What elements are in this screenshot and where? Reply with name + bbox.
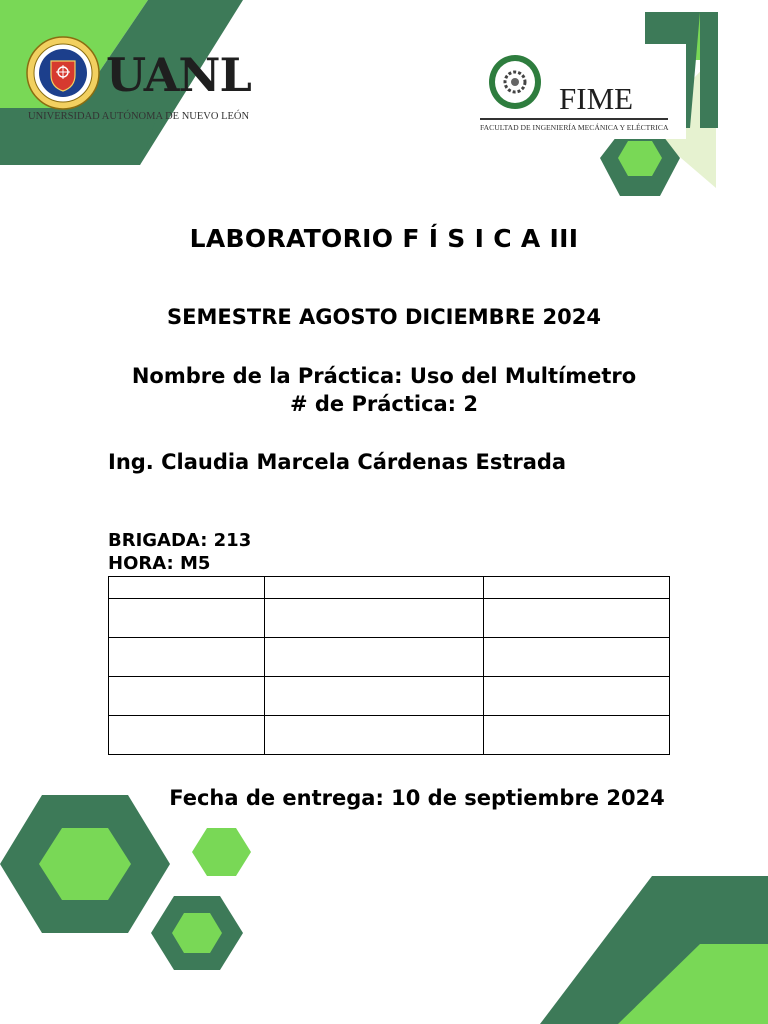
table-cell [109, 677, 265, 716]
uanl-wordmark: UANL [106, 48, 251, 102]
hora-line: HORA: M5 [108, 553, 211, 574]
top-right-dark-green-band [700, 12, 718, 128]
uanl-seal-icon [26, 36, 100, 110]
table-cell [265, 599, 484, 638]
document-title: LABORATORIO F Í S I C A III [189, 224, 579, 253]
table-cell [265, 677, 484, 716]
fime-subtitle: FACULTAD DE INGENIERÍA MECÁNICA Y ELÉCTRICA [480, 123, 669, 132]
table-cell [484, 638, 670, 677]
practice-name: Nombre de la Práctica: Uso del Multímetro [131, 364, 637, 388]
semester-line: SEMESTRE AGOSTO DICIEMBRE 2024 [167, 305, 601, 329]
fime-wordmark: FIME [559, 81, 634, 116]
instructor-name: Ing. Claudia Marcela Cárdenas Estrada [108, 450, 567, 474]
table-cell [109, 638, 265, 677]
table-row [109, 599, 670, 638]
brigada-line: BRIGADA: 213 [108, 530, 252, 551]
table-cell [265, 577, 484, 599]
due-date: Fecha de entrega: 10 de septiembre 2024 [169, 786, 665, 810]
table-row [109, 677, 670, 716]
practice-number: # de Práctica: 2 [289, 392, 479, 416]
table-row [109, 638, 670, 677]
table-cell [484, 677, 670, 716]
uanl-subtitle: UNIVERSIDAD AUTÓNOMA DE NUEVO LEÓN [28, 111, 250, 122]
fime-seal-icon [488, 54, 542, 110]
table-cell [109, 599, 265, 638]
fime-logo [474, 44, 686, 139]
table-cell [109, 716, 265, 755]
table-row [109, 716, 670, 755]
table-cell [484, 599, 670, 638]
table-cell [265, 638, 484, 677]
table-cell [109, 577, 265, 599]
uanl-logo [26, 36, 256, 131]
members-table [108, 576, 670, 755]
table-cell [484, 716, 670, 755]
table-cell [484, 577, 670, 599]
fime-divider [480, 118, 668, 120]
table-cell [265, 716, 484, 755]
table-row [109, 577, 670, 599]
small-light-hexagon [192, 828, 251, 876]
